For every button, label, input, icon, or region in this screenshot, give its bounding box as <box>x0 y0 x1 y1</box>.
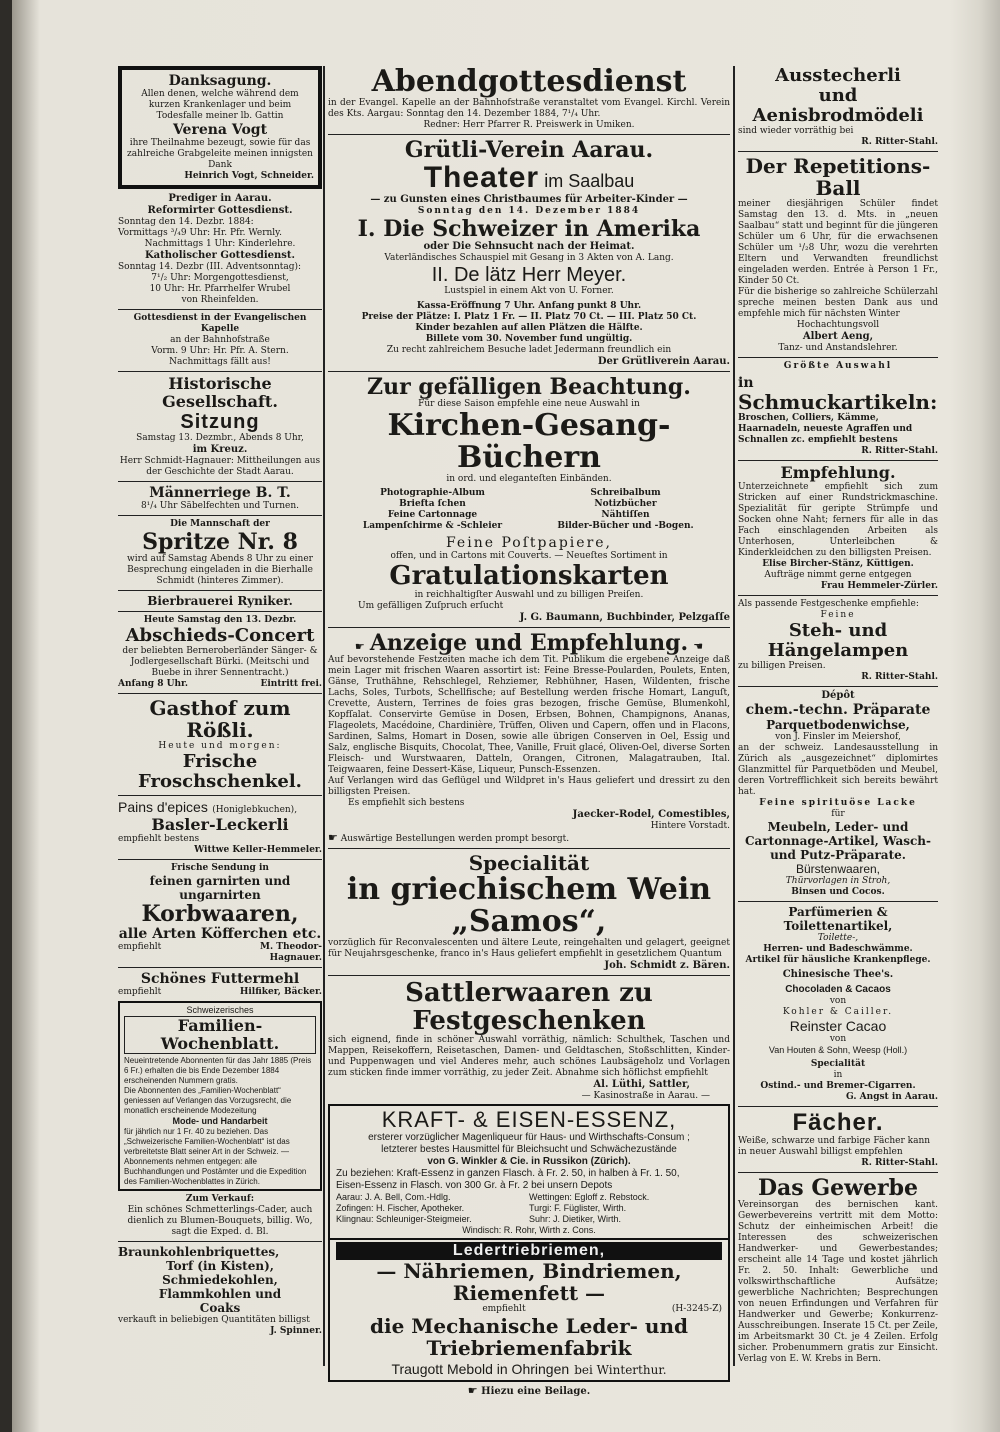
ad-schmuckartikeln <box>738 361 938 457</box>
divider <box>738 686 938 687</box>
reinster-cacao-title: Reinster Cacao <box>789 1018 887 1034</box>
wochenblatt-text: Die Abonnenten des „Familien-Wochenblatt“ geniessen auf Verlangen das Vorzugsrecht, die monatlich erscheinende Modezeitung <box>124 1086 292 1115</box>
right-column <box>738 66 938 1366</box>
gewerbe-title: Das Gewerbe <box>757 1175 919 1201</box>
schmuckartikeln-title: Schmuckartikeln: <box>738 390 938 414</box>
ad-beachtung-baumann <box>328 375 730 624</box>
kraft-line: letzterer bestes Hausmittel für Bleichsucht und Schwächezustände <box>381 1144 677 1155</box>
ad-ledertriebriemen <box>328 1240 730 1382</box>
play2-text: Lustspiel in einem Akt von U. Forner. <box>444 286 614 296</box>
verkauf-title: Zum Verkauf: <box>185 1194 255 1204</box>
gratulationskarten-title: Gratulationskarten <box>389 561 669 591</box>
product-item: Schreibalbum <box>590 488 661 498</box>
parf-line: Specialität <box>810 1059 866 1069</box>
schmuck-line: Größte Auswahl <box>783 361 893 371</box>
ad-maennerriege <box>118 485 322 512</box>
ad-spritze <box>118 519 322 587</box>
futtermehl-empfiehlt: empfiehlt <box>118 987 162 997</box>
parfuemerien-title: Parfümerien & Toilettenartikel, <box>783 905 893 933</box>
meubeln-title: Meubeln, Leder- und Cartonnage-Artikel, Wasch- und Putz-Präparate. <box>745 820 931 862</box>
beachtung-line: Für diese Saison empfehle eine neue Auswahl in <box>418 399 640 409</box>
depot-line: chem.-techn. Präparate <box>745 702 931 718</box>
gottesdienst-line: Nachmittags fällt aus! <box>169 357 271 367</box>
danksagung-title: Danksagung. <box>168 73 272 89</box>
divider <box>738 1106 938 1107</box>
divider <box>738 595 938 596</box>
baumann-signature: J. G. Baumann, Buchbinder, Pelzgaſſe <box>519 612 730 623</box>
depot-line: für <box>831 809 845 819</box>
ad-das-gewerbe <box>738 1176 938 1365</box>
faecher-text: Weiße, schwarze und farbige Fächer kann in neuer Auswahl billigst empfehlen <box>738 1136 931 1157</box>
ad-sattlerwaaren <box>328 979 730 1102</box>
prediger-line: Sonntag 14. Dezbr (III. Adventsonntag): <box>118 262 302 272</box>
depot-line: Bürstenwaaren, <box>795 862 881 876</box>
bierbrauerei-text: der beliebten Berneroberländer Sänger- & Jodlergesellschaft Bürki. (Meitschi und Buebe in ihrer Sennentracht.) <box>122 646 318 678</box>
parf-line: in <box>833 1070 843 1080</box>
bierbrauerei-footer <box>118 679 322 690</box>
korb-signature: M. Theodor-Hagnauer. <box>260 942 322 963</box>
column-rule-right <box>733 66 735 1366</box>
abendgottesdienst-redner: Redner: Herr Pfarrer R. Preiswerk in Umiken. <box>423 120 635 130</box>
basler-leckerli-title: Basler-Leckerli <box>151 815 289 834</box>
gruetli-title: Grütli-Verein Aarau. <box>404 137 654 163</box>
pains-line: empfiehlt bestens <box>118 834 200 844</box>
divider <box>738 1172 938 1173</box>
divider <box>118 481 322 482</box>
middle-column <box>328 64 730 1397</box>
historische-place: im Kreuz. <box>192 444 248 455</box>
ad-korbwaaren <box>118 863 322 964</box>
lampen-title: Steh- und Hängelampen <box>767 620 909 661</box>
ad-faecher <box>738 1110 938 1169</box>
aeng-signature: Albert Aeng, <box>802 331 874 342</box>
theater-purpose: — zu Gunsten eines Christbaumes für Arbeiter-Kinder — <box>370 194 688 205</box>
depot-text: an der schweiz. Landesausstellung in Zürich als „ausgezeichnet“ diplomirtes Glanzmittel für Parquetböden und Meubel, deren Vortrefflichkeit sich bereits bewährt hat. <box>738 743 938 797</box>
spritze-line: Die Mannschaft der <box>170 519 270 529</box>
angst-signature: G. Angst in Aarau. <box>846 1092 938 1102</box>
beachtung-line: offen, und in Cartons mit Couverts. — Neueſtes Sortiment in <box>390 551 668 561</box>
depot-entry: Zofingen: H. Fischer, Apotheker. <box>336 1203 465 1213</box>
divider <box>328 848 730 849</box>
divider <box>328 975 730 976</box>
depot-entry: Aarau: J. A. Bell, Com.-Hdlg. <box>336 1192 451 1202</box>
ad-parfuemerien <box>738 905 938 1103</box>
play1-subtitle: oder Die Sehnsucht nach der Heimat. <box>423 241 635 252</box>
jaecker-address: Hintere Vorstadt. <box>650 821 730 831</box>
anzeige-text2: Auf Verlangen wird das Geflügel und Wildpret in's Haus geliefert und dressirt zu den billigsten Preisen. <box>328 776 730 797</box>
empfehlung-title: Empfehlung. <box>780 463 896 482</box>
pointing-hand-icon: ☛ <box>328 831 338 844</box>
ritter-stahl-signature: R. Ritter-Stahl. <box>861 1158 938 1168</box>
maennerriege-line: 8¹/₄ Uhr Säbelfechten und Turnen. <box>140 501 300 511</box>
beachtung-line: in ord. und eleganteſten Einbänden. <box>446 474 612 484</box>
depot-entry: Suhr: J. Dietiker, Wirth. <box>529 1214 622 1224</box>
mebold-line: Traugott Mebold in Ohringen <box>391 1361 570 1377</box>
braunkohlen-signature: J. Spinner. <box>270 1326 322 1336</box>
kirchen-gesang-buechern-title: Kirchen-Gesang-Büchern <box>387 408 671 475</box>
ad-abendgottesdienst <box>328 66 730 131</box>
empfehlung-line: Aufträge nimmt gerne entgegen <box>764 570 912 580</box>
gottesdienst-title: Gottesdienst in der Evangelischen Kapelle <box>133 313 307 334</box>
parf-line: Kohler & Cailler. <box>782 1007 894 1017</box>
divider <box>328 371 730 372</box>
product-item: Photographie-Album <box>380 488 485 498</box>
ad-kraft-eisen-essenz <box>328 1104 730 1240</box>
product-item: Lampenſchirme & -Schleier <box>362 521 503 531</box>
product-item: Bilder-Bücher und -Bogen. <box>557 521 694 531</box>
koefferchen-title: alle Arten Köfferchen etc. <box>118 926 322 942</box>
luethi-address: — Kasinostraße in Aarau. — <box>581 1091 710 1101</box>
prediger-subtitle: Reformirter Gottesdienst. <box>147 205 293 216</box>
ausstecherli-title: Ausstecherli <box>775 65 901 86</box>
parf-line: Ostind.- und Bremer-Cigarren. <box>760 1081 916 1091</box>
divider <box>118 309 322 310</box>
beachtung-line: Um gefälligen Zuſpruch erſucht <box>358 601 504 611</box>
theater-title: Theater <box>423 161 540 194</box>
divider <box>738 901 938 902</box>
braunkohlen-line: Torf (in Kisten), <box>166 1259 274 1273</box>
depot-line: Parquetbodenwichse, <box>766 718 910 732</box>
specialitaet-title: Specialität <box>468 851 590 875</box>
ad-ausstecherli <box>738 66 938 148</box>
ad-braunkohlen <box>118 1245 322 1337</box>
depot-entry: Wettingen: Egloff z. Rebstock. <box>529 1192 650 1202</box>
product-item: Nähtiſſen <box>601 510 650 520</box>
depot-row <box>336 1203 722 1214</box>
depot-entry: Windisch: R. Rohr, Wirth z. Cons. <box>462 1225 596 1235</box>
depot-title: Dépôt <box>821 690 855 701</box>
beilage-note: Hiezu eine Beilage. <box>481 1386 591 1397</box>
parf-line: Chocoladen & Cacaos <box>785 984 891 995</box>
korb-empfiehlt: empfiehlt <box>118 942 162 952</box>
einladung-line: Zu recht zahlreichem Besuche ladet Jedermann freundlich ein <box>386 345 672 355</box>
concert-start: Anfang 8 Uhr. <box>118 679 189 689</box>
hemmeler-signature: Frau Hemmeler-Zürler. <box>820 581 938 591</box>
wochenblatt-title: Familien-Wochenblatt. <box>124 1016 316 1054</box>
ad-repetitions-ball <box>738 155 938 354</box>
gottesdienst-line: Vorm. 9 Uhr: Hr. Pfr. A. Stern. <box>151 346 289 356</box>
samos-text: vorzüglich für Reconvalescenten und ältere Leute, reingehalten und gelagert, geeignet für Neujahrsgeschenke, franco in's Haus geliefert empfiehlt in gesetzlichem Quantum <box>328 938 730 959</box>
futtermehl-title: Schönes Futtermehl <box>140 971 300 987</box>
ad-samos <box>328 852 730 972</box>
prediger-line: 7¹/₂ Uhr: Morgengottesdienst, <box>151 273 289 283</box>
verkauf-text: Ein schönes Schmetterlings-Cader, auch dienlich zu Blumen-Bouquets, billig. Wo, sagt die Exped. d. Bl. <box>127 1205 313 1237</box>
beachtung-title: Zur gefälligen Beachtung. <box>367 374 691 400</box>
left-column <box>118 66 322 1366</box>
wochenblatt-pretitle: Schweizerisches <box>186 1005 254 1015</box>
pointing-hand-icon: ☛ <box>467 1384 478 1397</box>
depot-entry: Klingnau: Schleuniger-Steigmeier. <box>336 1214 472 1224</box>
billete-line: Billete vom 30. November fund ungültig. <box>425 334 633 344</box>
historische-text: Herr Schmidt-Hagnauer: Mittheilungen aus der Geschichte der Stadt Aarau. <box>119 456 321 477</box>
divider <box>738 460 938 461</box>
anzeige-title: Anzeige und Empfehlung. <box>369 630 689 656</box>
prediger-line: Vormittags ³/₄9 Uhr: Hr. Pfr. Wernly. <box>118 228 282 238</box>
bierbrauerei-date: Heute Samstag den 13. Dezbr. <box>143 615 297 625</box>
product-list-left <box>336 488 529 532</box>
prediger-line: Nachmittags 1 Uhr: Kinderlehre. <box>144 239 296 249</box>
ad-empfehlung-stricken <box>738 464 938 592</box>
pains-signature: Wittwe Keller-Hemmeler. <box>194 845 322 855</box>
product-item: Notizbücher <box>594 499 657 509</box>
play1-title: I. Die Schweizer in Amerika <box>357 216 701 242</box>
ad-zum-verkauf <box>118 1194 322 1238</box>
lampen-line: Feine <box>820 610 856 620</box>
ritter-stahl-signature: R. Ritter-Stahl. <box>861 137 938 147</box>
parf-line: von <box>829 1034 847 1044</box>
divider <box>328 627 730 628</box>
column-rule-left <box>323 66 325 1366</box>
historische-sitzung: Sitzung <box>180 411 260 433</box>
danksagung-text2: ihre Theilnahme bezeugt, sowie für das zahlreiche Grabgeleite meinen innigsten Dank <box>127 138 313 170</box>
korb-line: Frische Sendung in <box>171 863 269 873</box>
schmuck-in: in <box>738 375 754 391</box>
naehriemen-title: — Nähriemen, Bindriemen, Riemenfett — <box>376 1259 682 1305</box>
divider <box>328 134 730 135</box>
maennerriege-title: Männerriege B. T. <box>149 485 291 501</box>
divider <box>118 859 322 860</box>
depot-row <box>336 1214 722 1225</box>
leder-empfiehlt: empfiehlt <box>482 1304 526 1314</box>
abschieds-concert-title: Abschieds-Concert <box>125 625 315 646</box>
gewerbe-text: Vereinsorgan des bernischen kant. Gewerbevereins vertritt mit dem Motto: Schutz der einheimischen Arbeit! die Interessen des schweizerischen Handwerker- und Gewerbestandes; erscheint alle 14 Tage und kostet jährlich Fr. 2. 50. Inhalt: Gewerbliche und volkswirthschaftliche Aufsätze; gewerbliche Nachrichten; Besprechungen von neuen Erfindungen und Verfahren für Handwerker und Gewerbe; Konkurrenz-Ausschreibungen. Inserate 15 Ct. per Zeile, im Arbeitsmarkt 30 Ct. je 4 Zeilen. Erfolg sicher. Probenummern gratis zur Einsicht. Verlag von E. W. Krebs in Bern. <box>738 1200 938 1364</box>
braunkohlen-line: Schmiedekohlen, <box>162 1273 278 1287</box>
prediger-title: Prediger in Aarau. <box>168 193 272 204</box>
divider <box>118 795 322 796</box>
kraft-price-line: Zu beziehen: Kraft-Essenz in ganzen Flasch. à Fr. 2. 50, in halben à Fr. 1. 50, <box>336 1168 680 1179</box>
prediger-line: von Rheinfelden. <box>181 295 259 305</box>
gottesdienst-line: an der Bahnhofstraße <box>170 335 270 345</box>
aenisbrodmoedeli-title: und Aenisbrodmödeli <box>752 85 924 126</box>
lampen-line: Als passende Festgeschenke empfiehle: <box>738 599 919 609</box>
ad-danksagung <box>118 66 322 189</box>
pointing-hand-icon: ☛ <box>354 640 365 653</box>
froschschenkel-title: Frische Froschschenkel. <box>138 751 302 792</box>
theater-date: Sonntag den 14. Dezember 1884 <box>417 206 641 216</box>
divider <box>118 371 322 372</box>
ausstecherli-line: sind wieder vorräthig bei <box>738 126 854 136</box>
ad-futtermehl <box>118 971 322 998</box>
samos-title: in griechischem Wein „Samos“, <box>346 872 712 939</box>
product-list-right <box>529 488 722 532</box>
historische-title: Historische Gesellschaft. <box>162 374 278 411</box>
korb-line: feinen garnirten und ungarnirten <box>149 874 291 902</box>
gasthof-line: Heute und morgen: <box>158 741 282 751</box>
depot-line: Binsen und Cocos. <box>791 887 885 897</box>
ledertriebriemen-bar: Ledertriebriemen, <box>336 1242 722 1260</box>
divider <box>738 357 938 358</box>
wochenblatt-text: für jährlich nur 1 Fr. 40 zu beziehen. Das „Schweizerische Familien-Wochenblatt“ ist das verbreitetste Blatt seiner Art in der Schweiz. — Abonnements nehmen entgegen: alle Buchhandlungen und Postämter und die Expedition des Familien-Wochenblattes in Zürich. <box>124 1127 307 1186</box>
product-list <box>336 488 722 532</box>
ritter-stahl-signature: R. Ritter-Stahl. <box>861 672 938 682</box>
preise-line: Preise der Plätze: I. Platz 1 Fr. — II. Platz 70 Ct. — III. Platz 50 Ct. <box>361 312 697 322</box>
theater-place: im Saalbau <box>544 171 635 191</box>
ball-text2: Für die bisherige so zahlreiche Schülerzahl spreche meinen besten Dank aus und empfehle mich für nächsten Winter <box>738 287 938 319</box>
depot-row <box>336 1192 722 1203</box>
parf-line: von <box>829 996 847 1006</box>
braunkohlen-line: Coaks <box>199 1301 241 1315</box>
braunkohlen-text: verkauft in beliebigen Quantitäten billigst <box>118 1315 310 1325</box>
kinder-line: Kinder bezahlen auf allen Plätzen die Hälfte. <box>415 323 643 333</box>
bircher-signature: Elise Bircher-Stänz, Küttigen. <box>762 559 914 569</box>
modezeitung-title: Mode- und Handarbeit <box>172 1116 268 1126</box>
danksagung-name: Verena Vogt <box>172 122 268 138</box>
gasthof-title: Gasthof zum Rößli. <box>149 696 291 742</box>
ad-familien-wochenblatt <box>118 1001 322 1191</box>
schmuck-text: Broschen, Colliers, Kämme, Haarnadeln, neueste Agraffen und Schnallen zc. empfiehlt bestens <box>738 413 913 445</box>
depot-line: Thürvorlagen in Stroh, <box>785 876 891 886</box>
bierbrauerei-title: Bierbrauerei Ryniker. <box>147 594 293 608</box>
repetitions-ball-title: Der Repetitions-Ball <box>745 154 931 200</box>
luethi-signature: Al. Lüthi, Sattler, <box>593 1079 690 1090</box>
faecher-title: Fächer. <box>792 1109 884 1136</box>
divider <box>118 967 322 968</box>
parf-line: Toilette-, <box>817 933 859 943</box>
leder-code: (H-3245-Z) <box>671 1304 722 1314</box>
parf-line: Van Houten & Sohn, Weesp (Holl.) <box>768 1045 908 1055</box>
parf-line: Artikel für häusliche Krankenpflege. <box>745 955 931 965</box>
braunkohlen-line: Flammkohlen und <box>158 1287 282 1301</box>
depot-line: Feine spirituöse Lacke <box>759 798 917 808</box>
divider <box>118 611 322 612</box>
ad-pains-epices <box>118 799 322 856</box>
ad-gottesdienst-kapelle <box>118 313 322 368</box>
divider <box>118 1241 322 1242</box>
kassa-line: Kassa-Eröffnung 7 Uhr. Anfang punkt 8 Uhr. <box>416 301 642 311</box>
divider <box>118 693 322 694</box>
kraft-line: ersterer vorzüglicher Magenliqueur für Haus- und Wirthschafts-Consum ; <box>368 1132 690 1143</box>
ad-bierbrauerei <box>118 594 322 690</box>
jaecker-signature: Jaecker-Rodel, Comestibles, <box>572 809 730 820</box>
product-item: Feine Cartonnage <box>387 510 478 520</box>
sattlerwaaren-title: Sattlerwaaren zu Festgeschenken <box>405 978 653 1036</box>
anzeige-footer: Auswärtige Bestellungen werden prompt besorgt. <box>340 834 570 844</box>
parf-line: Chinesische Thee's. <box>782 969 894 980</box>
braunkohlen-line: Braunkohlenbriquettes, <box>118 1245 280 1259</box>
ad-anzeige-jaecker <box>328 631 730 845</box>
lampen-line: zu billigen Preisen. <box>738 661 826 671</box>
samos-signature: Joh. Schmidt z. Bären. <box>604 960 730 971</box>
triebriemenfabrik-title: die Mechanische Leder- und Triebriemenfabrik <box>370 1314 688 1360</box>
postpapiere-line: Feine Poſtpapiere, <box>445 535 612 551</box>
futtermehl-signature: Hilfiker, Bäcker. <box>239 987 322 997</box>
ritter-stahl-signature: R. Ritter-Stahl. <box>861 446 938 456</box>
anzeige-text: Auf bevorstehende Festzeiten mache ich dem Tit. Publikum die ergebene Anzeige daß mein Lager mit frischen Waaren assortirt ist: Feine Bresse-Poularden, Poulets, Enten, Gänse, Truthähne, Rehschlegel, Rehziemer, Rebhühner, Hasen, Wildenten, frische Lachs, Soles, Turbots, Schellfische; auf Bestellung werden frische Homart, Languſt, Crevette, Austern, Terrines de foies gras bezogen, frische Gemüse, Blumenkohl, Kopfſalat. Conservirte Gemüse in Dosen, Erbsen, Bohnen, Champignons, Ananas, Flageolets, Macédoine, Chardinière, Trüffen, Oliven und Capern, offen und in Flacons, Sardinen, Salms, Homart in Dosen, sowie alle übrigen Conserven in Oel, Essig und Salz, englische Bisquits, Chocolat, Thee, Vanille, Fruit glacé, Oliven-Oel, diverse Sorten Fleisch- und Wurstwaaren, Datteln, Orangen, Citronen, Malagatrauben, Ital. Teigwaaren, feine Dessert-Käse, Liqueur, Punsch-Essenzen. <box>328 655 730 775</box>
ball-line: Hochachtungsvoll <box>796 320 880 330</box>
gruetli-signature: Der Grütliverein Aarau. <box>597 356 730 367</box>
depot-line: von J. Finsler im Meiershof, <box>775 732 901 742</box>
abendgottesdienst-text: in der Evangel. Kapelle an der Bahnhofstraße veranstaltet vom Evangel. Kirchl. Verein des Kts. Aargau: Sonntag den 14. Dezember 1884, 7¹/₄ Uhr. <box>328 98 730 119</box>
concert-entry: Eintritt frei. <box>260 679 322 689</box>
historische-line: Samstag 13. Dezmbr., Abends 8 Uhr, <box>136 433 304 443</box>
ad-depot <box>738 690 938 898</box>
page-binding-edge <box>0 0 12 1432</box>
product-item: Briefta ſchen <box>399 499 466 509</box>
kraft-price-line: Eisen-Essenz in Flasch. von 300 Gr. à Fr. 2 bei unsern Depots <box>336 1180 613 1191</box>
pointing-hand-icon: ☚ <box>693 640 704 653</box>
danksagung-signature: Heinrich Vogt, Schneider. <box>184 171 314 181</box>
play2-title: II. De lätz Herr Meyer. <box>431 264 627 286</box>
play1-text: Vaterländisches Schauspiel mit Gesang in 3 Akten von A. Lang. <box>384 253 674 263</box>
ad-lampen <box>738 599 938 683</box>
depot-entry: Turgi: F. Füglister, Wirth. <box>529 1203 627 1213</box>
prediger-line: 10 Uhr: Hr. Pfarrhelfer Wrubel <box>149 284 291 294</box>
korbwaaren-title: Korbwaaren, <box>141 901 299 927</box>
korb-footer <box>118 942 322 964</box>
divider <box>738 151 938 152</box>
wochenblatt-text: Neueintretende Abonnenten für das Jahr 1885 (Preis 6 Fr.) erhalten die bis Ende Dezember 1884 erscheinenden Nummern gratis. <box>124 1056 312 1085</box>
aeng-title: Tanz- und Anstandslehrer. <box>778 343 898 353</box>
beachtung-line: in reichhaltigſter Auswahl und zu billigen Preiſen. <box>414 590 644 600</box>
spritze-title: Spritze Nr. 8 <box>142 529 298 555</box>
kraft-essenz-title: KRAFT- & EISEN-ESSENZ, <box>381 1107 677 1132</box>
winkler-line: von G. Winkler & Cie. in Russikon (Zürich). <box>427 1156 631 1167</box>
spritze-text: wird auf Samstag Abends 8 Uhr zu einer Besprechung eingeladen in die Bierhalle Schmidt (hinteres Zimmer). <box>127 554 313 586</box>
pains-title: Pains d'epices <box>118 799 208 815</box>
ad-gasthof-roessli <box>118 697 322 792</box>
danksagung-text: Allen denen, welche während dem kurzen Krankenlager und beim Todesfalle meiner lb. Gattin <box>141 89 299 121</box>
ad-gruetli-theater <box>328 138 730 368</box>
prediger-subtitle-catholic: Katholischer Gottesdienst. <box>144 250 296 261</box>
mebold-place: bei Winterthur. <box>574 1363 667 1377</box>
parf-line: Herren- und Badeschwämme. <box>763 944 913 954</box>
futtermehl-footer <box>118 987 322 998</box>
ad-historische-gesellschaft <box>118 375 322 478</box>
divider <box>118 590 322 591</box>
abendgottesdienst-title: Abendgottesdienst <box>371 64 687 99</box>
divider <box>118 515 322 516</box>
sattlerwaaren-text: sich eignend, finde in schöner Auswahl vorräthig, nämlich: Schulthek, Taschen und Mappen, Reisekoffern, Reisetaschen, Damen- und Geldtaschen, Stoßschlitten, Kinder- und Puppenwagen und viel Anderes mehr, auch schönes Laubsägeholz und Vorlagen zum sticken finde immer vorräthig, zu jeder Zeit. Abnahme sich höflichst empfiehlt <box>328 1035 730 1078</box>
ball-text: meiner diesjährigen Schüler findet Samstag den 13. d. Mts. in „neuen Saalbau“ statt und beginnt für die jüngeren Schüler um 6 Uhr, für die erwachsenen Schüler um ¹/₂8 Uhr, wozu die verehrten Eltern und Verwandten freundlichst eingeladen werden. Entrée à Person 1 Fr., Kinder 50 Ct. <box>738 199 938 286</box>
ad-prediger <box>118 193 322 306</box>
pains-subtitle: (Honiglebkuchen), <box>212 805 298 815</box>
anzeige-line: Es empfiehlt sich bestens <box>348 798 465 808</box>
prediger-line: Sonntag den 14. Dezbr. 1884: <box>118 217 254 227</box>
empfehlung-text: Unterzeichnete empfiehlt sich zum Stricken auf einer Rundstrickmaschine. Spezialität für geripte Strümpfe und Socken ohne Naht; ferners für alle in das Fach einschlagenden Arbeiten als Unterhosen, Unterleibchen & Kinderkleidchen zu den billigsten Preisen. <box>738 482 938 558</box>
